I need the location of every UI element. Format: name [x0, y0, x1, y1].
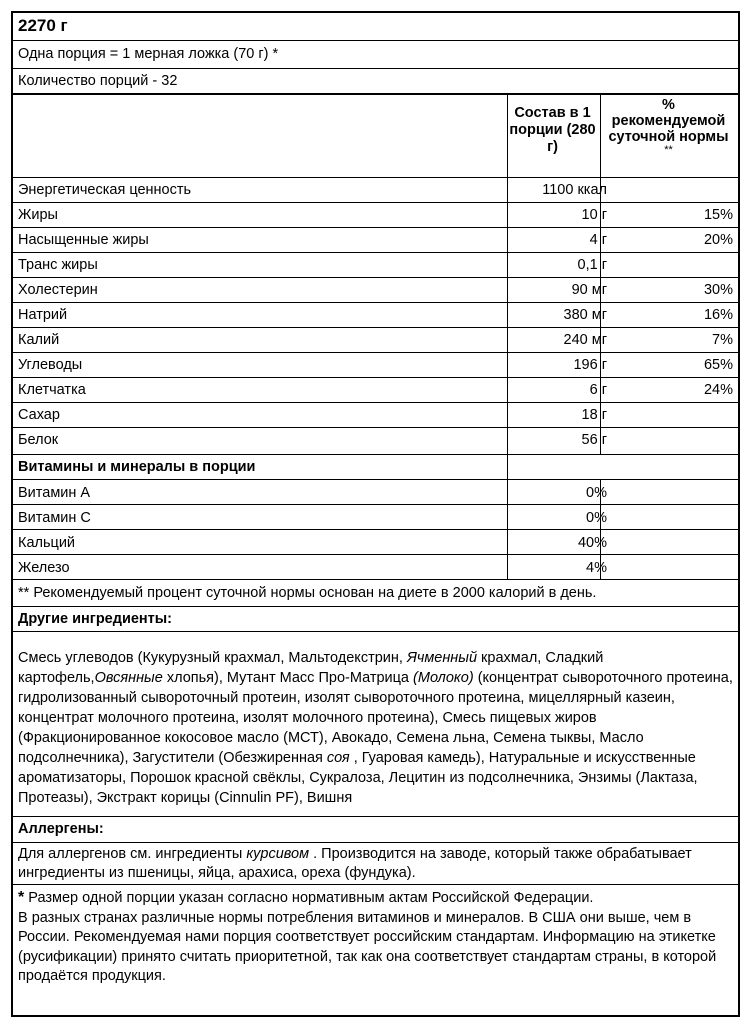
serving-size: Одна порция = 1 мерная ложка (70 г) *	[18, 46, 279, 62]
divider	[13, 177, 738, 178]
nutrient-percent: 20%	[703, 232, 733, 248]
divider	[13, 40, 738, 41]
nutrient-name: Углеводы	[18, 357, 83, 373]
divider	[13, 227, 738, 228]
allergens-title: Аллергены:	[18, 821, 104, 837]
product-weight: 2270 г	[18, 16, 68, 35]
divider	[13, 302, 738, 303]
nutrient-amount: 6 г	[589, 382, 607, 398]
nutrient-percent: 65%	[703, 357, 733, 373]
divider	[13, 606, 738, 607]
divider	[13, 277, 738, 278]
column-divider	[507, 94, 508, 579]
nutrient-amount: 56 г	[581, 432, 607, 448]
nutrient-amount: 1100 ккал	[542, 182, 607, 198]
nutrient-amount: 90 мг	[571, 282, 607, 298]
nutrient-amount: 0,1 г	[577, 257, 607, 273]
divider	[13, 529, 738, 530]
nutrient-name: Белок	[18, 432, 59, 448]
nutrient-name: Клетчатка	[18, 382, 86, 398]
nutrient-amount: 380 мг	[563, 307, 607, 323]
ingredients-text: Смесь углеводов (Кукурузный крахмал, Мальтодекстрин, Ячменный крахмал, Сладкий картофель,Овсянные хлопья), Мутант Масс Про-Матрица (Молоко) (концентрат сывороточного протеина, гидролизованный сывороточный протеин, изолят сывороточного протеина, мицеллярный казеин, концентрат молочного протеина, изолят молочного протеина), Смесь пищевых жиров (Фракционированное кокосовое масло (МСТ), Авокадо, Семена льна, Семена тыквы, Масло подсолнечника), Загустители (Обезжиренная соя , Гуаровая камедь), Натуральные и искусственные ароматизаторы, Порошок красной свёклы, Сукралоза, Лецитин из подсолнечника, Энзимы (Лактаза, Протеазы), Экстракт корицы (Cinnulin PF), Вишня	[18, 650, 733, 806]
vitamin-name: Кальций	[18, 535, 76, 551]
nutrient-amount: 4 г	[589, 232, 607, 248]
servings-count: Количество порций - 32	[18, 73, 178, 89]
divider	[13, 504, 738, 505]
nutrient-amount: 196 г	[573, 357, 607, 373]
divider	[13, 554, 738, 555]
divider	[13, 631, 738, 632]
nutrition-label	[11, 11, 740, 1017]
vitamin-name: Железо	[18, 560, 70, 576]
serving-note: * Размер одной порции указан согласно нормативным актам Российской Федерации. В разных странах различные нормы потребления витаминов и минералов. В США они выше, чем в России. Рекомендуемая нами порция соответствует российским стандартам. Информацию на этикетке (русификации) принято считать приоритетной, так как она соответствует стандартам страны, в которой продаётся продукция.	[18, 889, 717, 984]
divider	[13, 427, 738, 428]
divider	[13, 202, 738, 203]
nutrient-percent: 24%	[703, 382, 733, 398]
column-divider	[600, 94, 601, 454]
nutrient-name: Сахар	[18, 407, 60, 423]
vitamin-amount: 4%	[586, 560, 607, 576]
nutrient-name: Холестерин	[18, 282, 98, 298]
nutrient-amount: 240 мг	[563, 332, 607, 348]
nutrient-percent: 7%	[712, 332, 733, 348]
nutrient-name: Натрий	[18, 307, 68, 323]
divider	[13, 402, 738, 403]
nutrient-name: Жиры	[18, 207, 58, 223]
nutrient-amount: 18 г	[581, 407, 607, 423]
divider	[13, 579, 738, 580]
divider	[13, 884, 738, 885]
nutrient-name: Транс жиры	[18, 257, 98, 273]
ingredients-title: Другие ингредиенты:	[18, 611, 172, 627]
divider	[13, 252, 738, 253]
divider	[13, 352, 738, 353]
amount-column-header: Состав в 1 порции (280 г)	[509, 105, 596, 155]
percent-column-header: % рекомендуемой суточной нормы **	[608, 97, 729, 156]
divider-thick	[13, 93, 738, 95]
vitamin-amount: 0%	[586, 485, 607, 501]
nutrient-name: Энергетическая ценность	[18, 182, 192, 198]
divider	[13, 454, 738, 455]
divider	[13, 479, 738, 480]
nutrient-percent: 16%	[703, 307, 733, 323]
divider	[13, 327, 738, 328]
vitamins-title: Витамины и минералы в порции	[18, 459, 256, 475]
nutrient-percent: 30%	[703, 282, 733, 298]
nutrient-percent: 15%	[703, 207, 733, 223]
vitamin-name: Витамин С	[18, 510, 91, 526]
vitamin-name: Витамин А	[18, 485, 91, 501]
vitamin-amount: 40%	[577, 535, 607, 551]
divider	[13, 816, 738, 817]
divider	[13, 842, 738, 843]
nutrient-name: Калий	[18, 332, 60, 348]
vitamin-amount: 0%	[586, 510, 607, 526]
divider	[13, 68, 738, 69]
nutrient-amount: 10 г	[581, 207, 607, 223]
nutrient-name: Насыщенные жиры	[18, 232, 149, 248]
divider	[13, 377, 738, 378]
allergens-text: Для аллергенов см. ингредиенты курсивом . Производится на заводе, который также обрабатывает ингредиенты из пшеницы, яйца, арахиса, ореха (фундука).	[18, 846, 692, 881]
daily-value-footnote: ** Рекомендуемый процент суточной нормы основан на диете в 2000 калорий в день.	[18, 585, 597, 601]
